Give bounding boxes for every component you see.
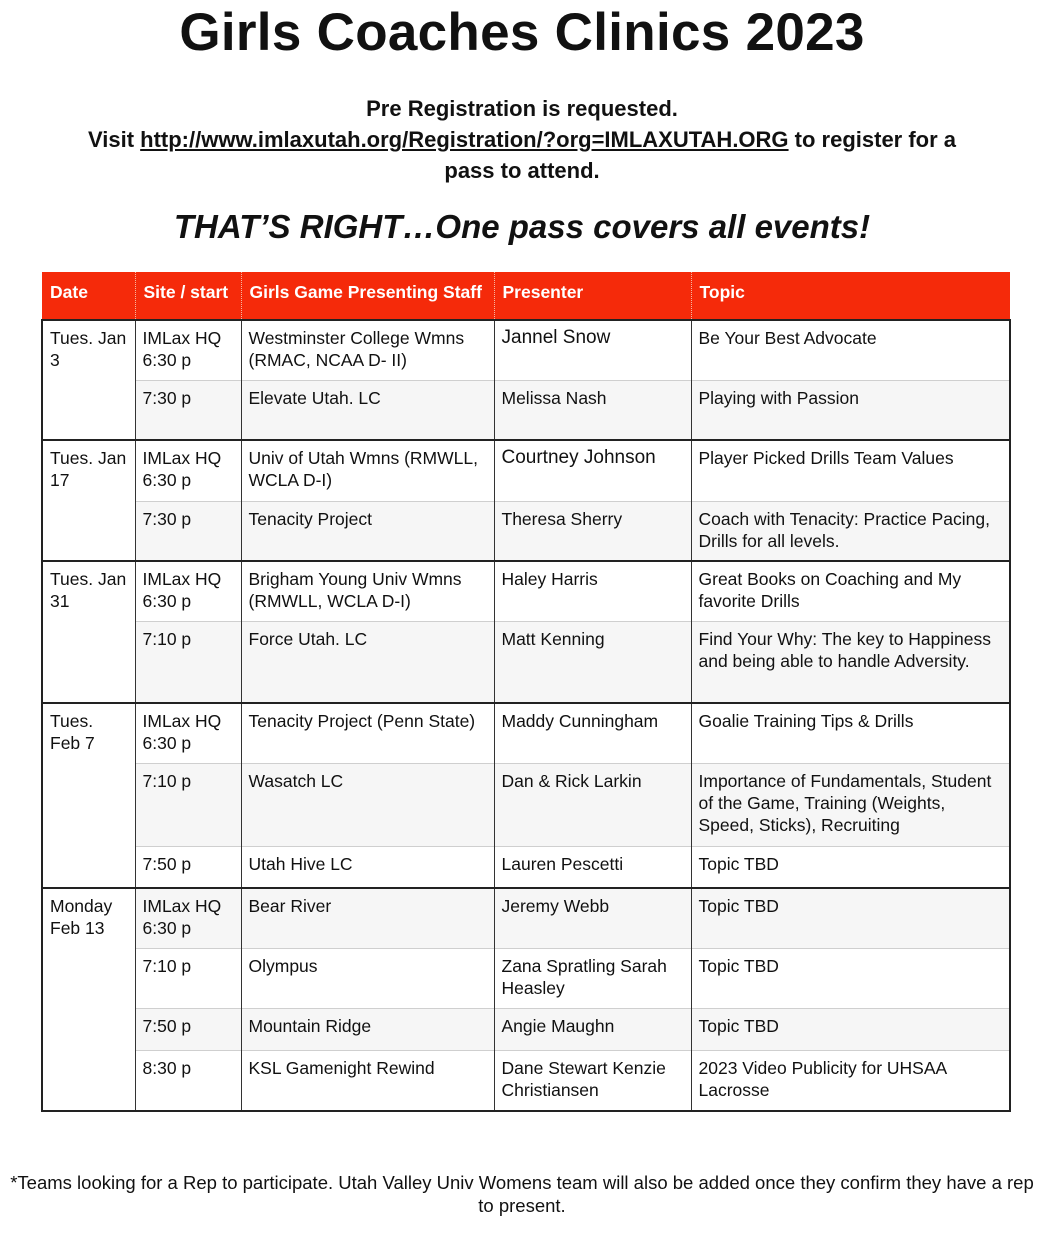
- table-row: [42, 380, 1010, 440]
- table-row: [42, 948, 1010, 1008]
- cell-presenter: Theresa Sherry: [494, 501, 691, 561]
- cell-topic: Importance of Fundamentals, Student of the Game, Training (Weights, Speed, Sticks), Recruiting: [691, 763, 1010, 846]
- cell-topic: Coach with Tenacity: Practice Pacing, Drills for all levels.: [691, 501, 1010, 561]
- cell-site: IMLax HQ 6:30 p: [135, 561, 241, 621]
- cell-presenter: Dan & Rick Larkin: [494, 763, 691, 846]
- cell-staff: Force Utah. LC: [241, 621, 494, 703]
- cell-presenter: Zana Spratling Sarah Heasley: [494, 948, 691, 1008]
- table-row: [42, 703, 1010, 763]
- cell-presenter: Jannel Snow: [494, 320, 691, 380]
- cell-presenter: Jeremy Webb: [494, 888, 691, 948]
- cell-staff: Elevate Utah. LC: [241, 380, 494, 440]
- cell-topic: Topic TBD: [691, 948, 1010, 1008]
- cell-presenter: Melissa Nash: [494, 380, 691, 440]
- cell-presenter: Lauren Pescetti: [494, 846, 691, 888]
- cell-site: 7:50 p: [135, 846, 241, 888]
- cell-topic: Find Your Why: The key to Happiness and being able to handle Adversity.: [691, 621, 1010, 703]
- table-row: [42, 501, 1010, 561]
- cell-site: IMLax HQ 6:30 p: [135, 320, 241, 380]
- table-row: [42, 440, 1010, 501]
- cell-date: Tues. Feb 7: [42, 703, 135, 763]
- cell-topic: Goalie Training Tips & Drills: [691, 703, 1010, 763]
- table-row: [42, 320, 1010, 380]
- cell-topic: 2023 Video Publicity for UHSAA Lacrosse: [691, 1050, 1010, 1111]
- cell-date: Tues. Jan 17: [42, 440, 135, 501]
- header-presenting-staff: Girls Game Presenting Staff: [241, 272, 494, 320]
- cell-presenter: Maddy Cunningham: [494, 703, 691, 763]
- cell-topic: Topic TBD: [691, 846, 1010, 888]
- table-row: [42, 561, 1010, 621]
- cell-presenter: Dane Stewart Kenzie Christiansen: [494, 1050, 691, 1111]
- cell-staff: Brigham Young Univ Wmns (RMWLL, WCLA D-I): [241, 561, 494, 621]
- cell-site: IMLax HQ 6:30 p: [135, 888, 241, 948]
- header-date: Date: [42, 272, 135, 320]
- cell-staff: Tenacity Project: [241, 501, 494, 561]
- cell-staff: Tenacity Project (Penn State): [241, 703, 494, 763]
- cell-topic: Great Books on Coaching and My favorite Drills: [691, 561, 1010, 621]
- tagline: THAT’S RIGHT…One pass covers all events!: [173, 208, 871, 245]
- cell-topic: Playing with Passion: [691, 380, 1010, 440]
- cell-site: 7:30 p: [135, 501, 241, 561]
- cell-date: Tues. Jan 3: [42, 320, 135, 380]
- cell-topic: Player Picked Drills Team Values: [691, 440, 1010, 501]
- cell-date: Tues. Jan 31: [42, 561, 135, 621]
- cell-presenter: Courtney Johnson: [494, 440, 691, 501]
- table-row: [42, 621, 1010, 703]
- schedule-table: [41, 272, 1011, 1112]
- header-site-start: Site / start: [135, 272, 241, 320]
- header-presenter: Presenter: [494, 272, 691, 320]
- cell-topic: Be Your Best Advocate: [691, 320, 1010, 380]
- cell-staff: KSL Gamenight Rewind: [241, 1050, 494, 1111]
- cell-staff: Olympus: [241, 948, 494, 1008]
- table-row: [42, 846, 1010, 888]
- cell-date: [42, 501, 135, 561]
- cell-staff: Utah Hive LC: [241, 846, 494, 888]
- cell-date: [42, 1008, 135, 1050]
- cell-presenter: Matt Kenning: [494, 621, 691, 703]
- registration-note: [0, 93, 1044, 186]
- cell-topic: Topic TBD: [691, 1008, 1010, 1050]
- cell-site: 7:30 p: [135, 380, 241, 440]
- registration-line-2: [0, 124, 1044, 155]
- cell-site: 7:10 p: [135, 621, 241, 703]
- cell-presenter: Angie Maughn: [494, 1008, 691, 1050]
- cell-date: [42, 621, 135, 703]
- cell-site: 7:10 p: [135, 948, 241, 1008]
- cell-date: [42, 846, 135, 888]
- cell-staff: Univ of Utah Wmns (RMWLL, WCLA D-I): [241, 440, 494, 501]
- cell-date: [42, 948, 135, 1008]
- cell-date: [42, 380, 135, 440]
- cell-topic: Topic TBD: [691, 888, 1010, 948]
- table-header-row: [42, 272, 1010, 320]
- registration-link[interactable]: http://www.imlaxutah.org/Registration/?org=IMLAXUTAH.ORG: [140, 127, 789, 152]
- cell-site: 8:30 p: [135, 1050, 241, 1111]
- registration-suffix: to register for a: [788, 127, 957, 152]
- registration-prefix: Visit: [87, 127, 141, 152]
- cell-site: IMLax HQ 6:30 p: [135, 440, 241, 501]
- table-row: [42, 888, 1010, 948]
- cell-date: [42, 763, 135, 846]
- header-topic: Topic: [691, 272, 1010, 320]
- footnote: *Teams looking for a Rep to participate. Utah Valley Univ Womens team will also be added once they confirm they have a rep to present.: [10, 1172, 1034, 1216]
- registration-line-3: pass to attend.: [444, 158, 600, 183]
- cell-staff: Westminster College Wmns (RMAC, NCAA D- II): [241, 320, 494, 380]
- table-row: [42, 1050, 1010, 1111]
- cell-staff: Wasatch LC: [241, 763, 494, 846]
- cell-date: Monday Feb 13: [42, 888, 135, 948]
- cell-presenter: Haley Harris: [494, 561, 691, 621]
- table-row: [42, 1008, 1010, 1050]
- cell-site: 7:50 p: [135, 1008, 241, 1050]
- cell-staff: Mountain Ridge: [241, 1008, 494, 1050]
- page-title: Girls Coaches Clinics 2023: [179, 3, 865, 62]
- table-row: [42, 763, 1010, 846]
- registration-line-1: Pre Registration is requested.: [366, 96, 678, 121]
- cell-site: 7:10 p: [135, 763, 241, 846]
- cell-site: IMLax HQ 6:30 p: [135, 703, 241, 763]
- cell-date: [42, 1050, 135, 1111]
- cell-staff: Bear River: [241, 888, 494, 948]
